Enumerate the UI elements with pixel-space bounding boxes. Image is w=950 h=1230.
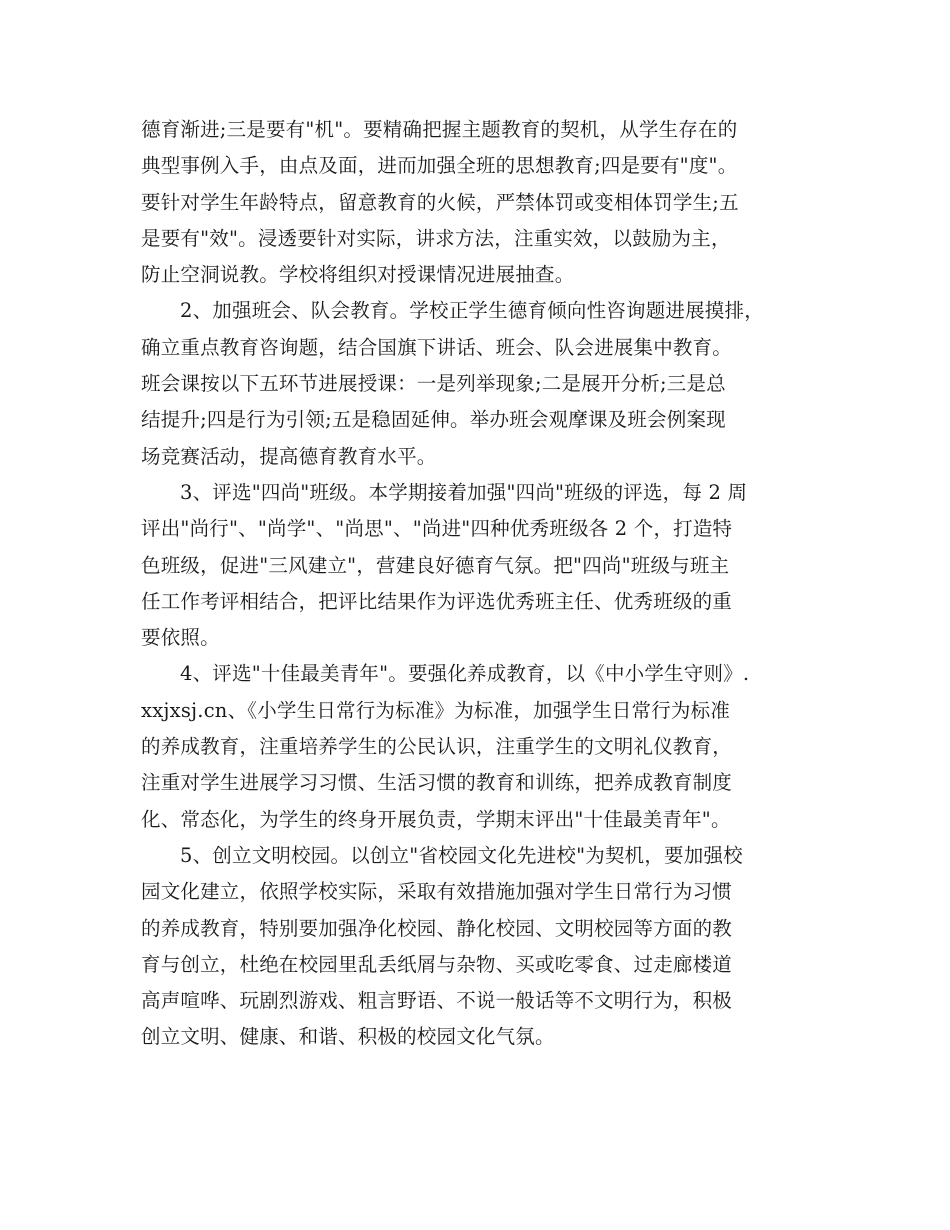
paragraph-class-meeting	[141, 293, 831, 474]
text-line: 化、常态化，为学生的终身开展负责，学期末评出"十佳最美青年"。	[141, 807, 731, 831]
text-line: 场竞赛活动，提高德育教育水平。	[141, 444, 437, 468]
text-line: 注重对学生进展学习习惯、生活习惯的教育和训练，把养成教育制度	[141, 771, 733, 795]
paragraph-continuation	[141, 112, 831, 293]
text-line: 确立重点教育咨询题，结合国旗下讲话、班会、队会进展集中教育。	[141, 335, 733, 359]
text-line: 德育渐进;三是要有"机"。要精确把握主题教育的契机，从学生存在的	[141, 118, 738, 141]
text-line: 任工作考评相结合，把评比结果作为评选优秀班主任、优秀班级的重	[141, 589, 733, 613]
text-line: 园文化建立，依照学校实际，采取有效措施加强对学生日常行为习惯	[141, 880, 733, 904]
text-line: 典型事例入手，由点及面，进而加强全班的思想教育;四是要有"度"。	[141, 154, 738, 178]
text-line: 结提升;四是行为引领;五是稳固延伸。举办班会观摩课及班会例案现	[141, 408, 726, 432]
text-line: 防止空洞说教。学校将组织对授课情况进展抽查。	[141, 263, 575, 287]
text-line: 的养成教育，特别要加强净化校园、静化校园、文明校园等方面的教	[141, 916, 733, 940]
text-line: 创立文明、健康、和谐、积极的校园文化气氛。	[141, 1025, 555, 1049]
text-line: 4、评选"十佳最美青年"。要强化养成教育，以《中小学生守则》.	[180, 662, 750, 686]
text-line: 要依照。	[141, 626, 220, 650]
text-line: 是要有"效"。浸透要针对实际，讲求方法，注重实效，以鼓励为主，	[141, 226, 731, 250]
document-body	[141, 112, 831, 1056]
text-line: 5、创立文明校园。以创立"省校园文化先进校"为契机，要加强校	[180, 843, 743, 867]
text-line: 高声喧哗、玩剧烈游戏、粗言野语、不说一般话等不文明行为，积极	[141, 989, 733, 1013]
text-line: 3、评选"四尚"班级。本学期接着加强"四尚"班级的评选，每 2 周	[180, 480, 748, 504]
text-line: xxjxsj.cn、《小学生日常行为标准》为标准，加强学生日常行为标准	[141, 698, 731, 722]
paragraph-civilized-campus	[141, 838, 831, 1056]
text-line: 2、加强班会、队会教育。学校正学生德育倾向性咨询题进展摸排，	[180, 299, 764, 323]
text-line: 要针对学生年龄特点，留意教育的火候，严禁体罚或变相体罚学生;五	[141, 190, 739, 214]
paragraph-four-shang	[141, 475, 831, 656]
text-line: 育与创立，杜绝在校园里乱丢纸屑与杂物、买或吃零食、过走廊楼道	[141, 952, 733, 976]
text-line: 的养成教育，注重培养学生的公民认识，注重学生的文明礼仪教育，	[141, 735, 733, 759]
text-line: 色班级，促进"三风建立"，营建良好德育气氛。把"四尚"班级与班主	[141, 553, 730, 577]
paragraph-top-ten-youth	[141, 656, 831, 837]
text-line: 班会课按以下五环节进展授课：一是列举现象;二是展开分析;三是总	[141, 372, 726, 396]
text-line: 评出"尚行"、"尚学"、"尚思"、"尚进"四种优秀班级各 2 个，打造特	[141, 517, 733, 541]
